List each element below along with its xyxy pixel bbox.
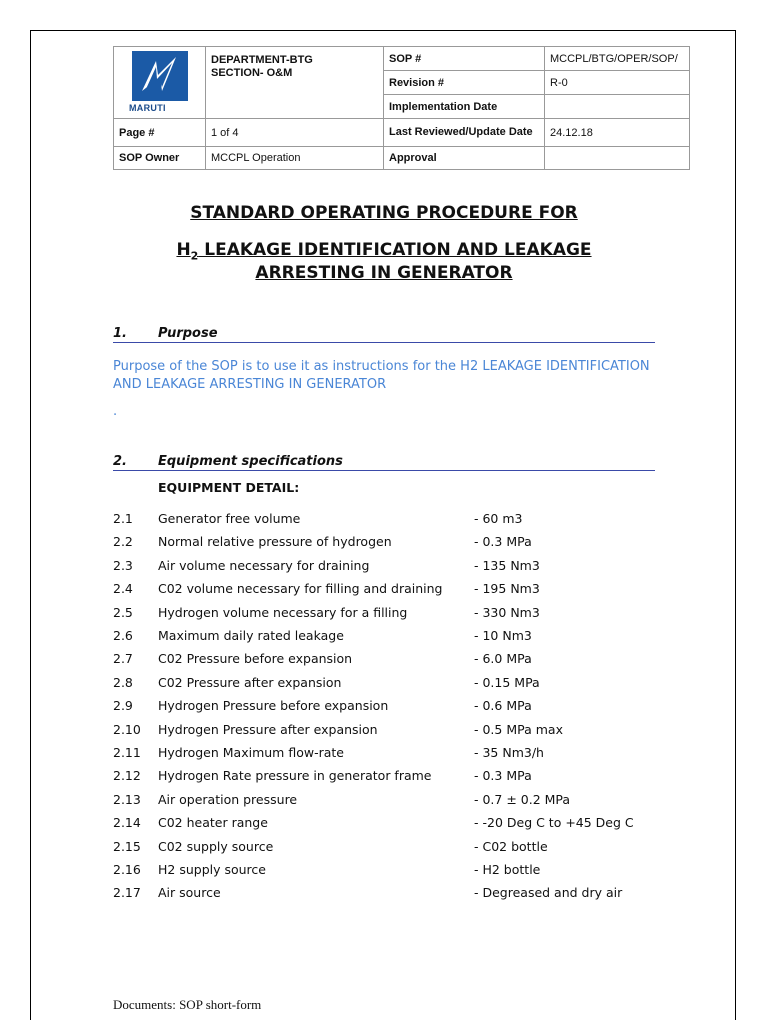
spec-number: 2.11 <box>113 745 141 760</box>
spec-row <box>113 745 673 763</box>
revision-value: R-0 <box>545 71 690 95</box>
spec-description: Hydrogen Pressure before expansion <box>158 698 389 714</box>
spec-value: - H2 bottle <box>474 862 541 877</box>
spec-number: 2.10 <box>113 721 141 737</box>
section-number: 1. <box>113 326 127 341</box>
spec-number: 2.1 <box>113 511 133 526</box>
spec-description: C02 Pressure before expansion <box>158 651 353 667</box>
spec-value: - 0.3 MPa <box>474 768 532 784</box>
spec-row <box>113 558 673 576</box>
sop-header-table <box>113 46 690 170</box>
spec-row <box>113 862 673 880</box>
spec-number: 2.8 <box>113 674 133 690</box>
spec-row <box>113 511 673 529</box>
spec-number: 2.17 <box>113 885 141 901</box>
approval-value <box>545 147 690 170</box>
spec-value: - 135 Nm3 <box>474 557 540 573</box>
spec-row <box>113 675 673 693</box>
spec-value: - 10 Nm3 <box>474 628 532 643</box>
section-title: Equipment specifications <box>158 454 343 469</box>
maruti-logo-icon <box>132 51 188 101</box>
spec-number: 2.12 <box>113 768 141 784</box>
spec-number: 2.16 <box>113 862 141 877</box>
spec-row <box>113 628 673 646</box>
spec-number: 2.4 <box>113 581 133 597</box>
spec-description: Hydrogen volume necessary for a filling <box>158 604 408 620</box>
purpose-text: Purpose of the SOP is to use it as instructions for the H2 LEAKAGE IDENTIFICATION AND LEAKAGE ARRESTING IN GENERATOR <box>113 359 650 392</box>
spec-value: - 0.5 MPa max <box>474 721 563 737</box>
spec-row <box>113 815 673 833</box>
spec-description: C02 heater range <box>158 815 268 831</box>
spec-row <box>113 698 673 716</box>
spec-row <box>113 581 673 599</box>
page-label: Page # <box>114 119 206 147</box>
spec-row <box>113 792 673 810</box>
spec-number: 2.15 <box>113 838 141 854</box>
logo-text: MARUTI <box>129 103 166 113</box>
page-value: 1 of 4 <box>206 119 384 147</box>
spec-value: - 60 m3 <box>474 511 523 526</box>
equipment-detail-heading: EQUIPMENT DETAIL: <box>158 480 300 495</box>
spec-description: C02 supply source <box>158 838 274 854</box>
purpose-trailing-dot: . <box>113 404 118 419</box>
title-line3: ARRESTING IN GENERATOR <box>255 263 513 283</box>
spec-value: - 0.15 MPa <box>474 674 540 690</box>
implementation-label: Implementation Date <box>384 95 545 119</box>
title-line2: $H_2$ LEAKAGE IDENTIFICATION AND LEAKAGE <box>176 240 592 263</box>
spec-description: Hydrogen Maximum flow-rate <box>158 745 344 760</box>
reviewed-label: Last Reviewed/Update Date <box>384 119 545 147</box>
sop-value: MCCPL/BTG/OPER/SOP/ <box>545 47 690 71</box>
section-number: 2. <box>113 454 127 469</box>
section-equipment-heading <box>113 454 655 471</box>
spec-description: C02 volume necessary for filling and draining <box>158 581 443 597</box>
spec-number: 2.3 <box>113 557 133 573</box>
spec-row <box>113 768 673 786</box>
spec-row <box>113 722 673 740</box>
spec-value: - 0.7 ± 0.2 MPa <box>474 791 571 807</box>
spec-value: - 0.6 MPa <box>474 698 532 714</box>
spec-number: 2.14 <box>113 815 141 831</box>
department-cell <box>206 47 384 119</box>
revision-label: Revision # <box>384 71 545 95</box>
spec-description: Hydrogen Rate pressure in generator frame <box>158 768 432 784</box>
spec-description: C02 Pressure after expansion <box>158 674 342 690</box>
department-line1: DEPARTMENT-BTG <box>211 54 313 66</box>
spec-description: H2 supply source <box>158 862 266 877</box>
spec-number: 2.6 <box>113 628 133 643</box>
spec-value: - 330 Nm3 <box>474 604 540 620</box>
spec-value: - Degreased and dry air <box>474 885 623 901</box>
spec-description: Generator free volume <box>158 511 301 526</box>
spec-row <box>113 885 673 903</box>
reviewed-value: 24.12.18 <box>545 119 690 147</box>
spec-description: Air source <box>158 885 221 901</box>
spec-value: - -20 Deg C to +45 Deg C <box>474 815 634 831</box>
spec-row <box>113 839 673 857</box>
logo-cell <box>114 47 206 119</box>
spec-description: Air operation pressure <box>158 791 298 807</box>
spec-number: 2.9 <box>113 698 133 714</box>
spec-value: - 6.0 MPa <box>474 651 532 667</box>
spec-value: - 35 Nm3/h <box>474 745 544 760</box>
owner-value: MCCPL Operation <box>206 147 384 170</box>
spec-value: - C02 bottle <box>474 838 548 854</box>
department-line2: SECTION- O&M <box>211 67 293 79</box>
spec-row <box>113 651 673 669</box>
title-line1: STANDARD OPERATING PROCEDURE FOR <box>190 203 578 223</box>
implementation-value <box>545 95 690 119</box>
spec-value: - 0.3 MPa <box>474 534 532 550</box>
spec-number: 2.2 <box>113 534 133 550</box>
footer-text: Documents: SOP short-form <box>113 997 262 1012</box>
spec-description: Normal relative pressure of hydrogen <box>158 534 392 550</box>
spec-number: 2.7 <box>113 651 133 667</box>
approval-label: Approval <box>384 147 545 170</box>
section-title: Purpose <box>158 326 218 341</box>
spec-description: Maximum daily rated leakage <box>158 628 344 643</box>
spec-row <box>113 605 673 623</box>
sop-label: SOP # <box>384 47 545 71</box>
spec-description: Air volume necessary for draining <box>158 557 370 573</box>
owner-label: SOP Owner <box>114 147 206 170</box>
section-purpose-heading <box>113 326 655 343</box>
spec-number: 2.13 <box>113 791 141 807</box>
spec-number: 2.5 <box>113 604 133 620</box>
spec-row <box>113 534 673 552</box>
spec-description: Hydrogen Pressure after expansion <box>158 721 378 737</box>
spec-value: - 195 Nm3 <box>474 581 540 597</box>
